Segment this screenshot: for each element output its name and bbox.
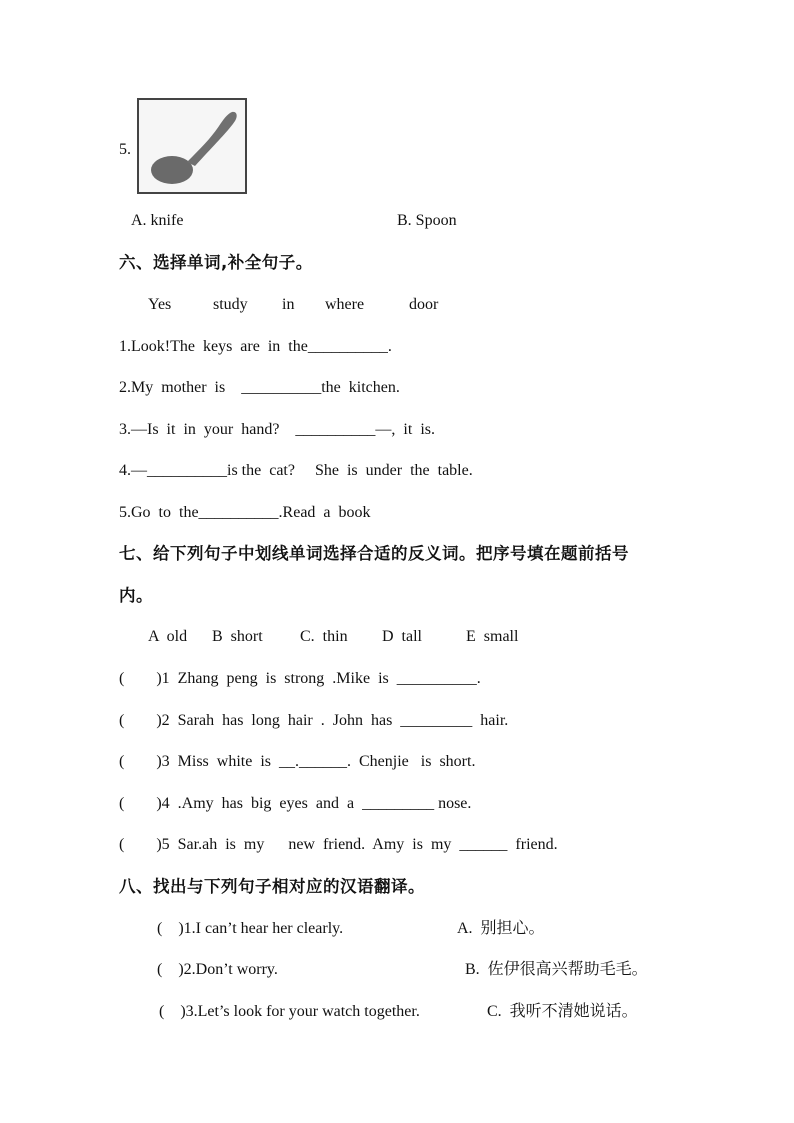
antonym-option: C. thin [300,628,348,645]
spoon-icon [139,100,245,192]
option-b: B. Spoon [397,212,457,229]
translation-option: C. 我听不清她说话。 [487,1003,638,1020]
antonym-option: B short [212,628,263,645]
antonym-item: ( )1 Zhang peng is strong .Mike is __________. [119,670,481,687]
antonym-item: ( )3 Miss white is __.______. Chenjie is short. [119,753,476,770]
fill-blank-item: 5.Go to the__________.Read a book [119,504,371,521]
word-bank-item: Yes [148,296,172,313]
translation-sentence: ( )3.Let’s look for your watch together. [159,1003,420,1020]
antonym-option: D tall [382,628,422,645]
translation-option: B. 佐伊很高兴帮助毛毛。 [465,961,648,978]
word-bank-item: where [325,296,365,313]
section-7-title: 七、给下列句子中划线单词选择合适的反义词。把序号填在题前括号 [119,544,629,563]
option-a: A. knife [131,212,184,229]
question-5-number: 5. [119,141,131,158]
translation-option: A. 别担心。 [457,920,545,937]
antonym-option: A old [148,628,188,645]
fill-blank-item: 3.—Is it in your hand? __________—, it is. [119,421,435,438]
word-bank-item: in [282,296,295,313]
word-bank-item: door [409,296,439,313]
translation-sentence: ( )1.I can’t hear her clearly. [157,920,344,937]
section-8-title: 八、找出与下列句子相对应的汉语翻译。 [119,877,425,896]
antonym-item: ( )2 Sarah has long hair . John has _________ hair. [119,712,509,729]
fill-blank-item: 4.—__________is the cat? She is under the table. [119,462,473,479]
spoon-image [137,98,247,194]
section-6-title: 六、选择单词,补全句子。 [119,253,313,272]
fill-blank-item: 2.My mother is __________the kitchen. [119,379,400,396]
antonym-item: ( )4 .Amy has big eyes and a _________ nose. [119,795,472,812]
section-7-title-cont: 内。 [119,586,153,605]
fill-blank-item: 1.Look!The keys are in the__________. [119,338,392,355]
antonym-item: ( )5 Sar.ah is my new friend. Amy is my ______ friend. [119,836,558,853]
antonym-option: E small [466,628,519,645]
word-bank-item: study [213,296,248,313]
translation-sentence: ( )2.Don’t worry. [157,961,278,978]
